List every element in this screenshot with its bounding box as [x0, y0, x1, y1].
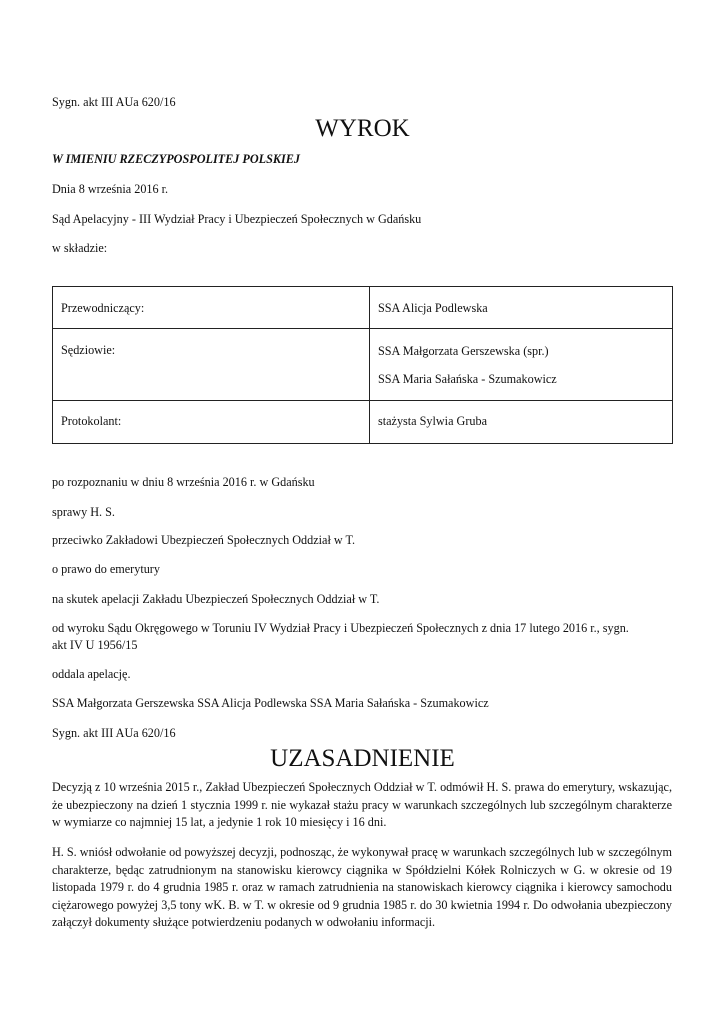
date-line: Dnia 8 września 2016 r. [52, 182, 169, 196]
appeal-from-line: akt IV U 1956/15 [52, 638, 138, 652]
judge-name: SSA Maria Sałańska - Szumakowicz [378, 372, 557, 386]
presiding-value: SSA Alicja Podlewska [370, 287, 673, 329]
body-line: o prawo do emerytury [52, 562, 160, 576]
judges-row [53, 329, 673, 401]
justification-title: UZASADNIENIE [270, 745, 455, 772]
composition-label: w składzie: [52, 241, 108, 255]
panel-table [52, 286, 673, 444]
judges-label: Sędziowie: [53, 329, 370, 401]
presiding-label: Przewodniczący: [53, 287, 370, 329]
body-line: po rozpoznaniu w dniu 8 września 2016 r. w Gdańsku [52, 475, 315, 489]
judge-name: SSA Małgorzata Gerszewska (spr.) [378, 344, 549, 358]
clerk-label: Protokolant: [53, 401, 370, 444]
judgment-subtitle: W IMIENIU RZECZYPOSPOLITEJ POLSKIEJ [52, 152, 300, 166]
body-line: sprawy H. S. [52, 505, 115, 519]
judgment-title: WYROK [315, 115, 410, 142]
case-signature: Sygn. akt III AUa 620/16 [52, 95, 176, 109]
appeal-from-line: od wyroku Sądu Okręgowego w Toruniu IV Wydział Pracy i Ubezpieczeń Społecznych z dnia 17 lutego 2016 r., sygn. [52, 621, 629, 635]
judges-values [370, 329, 673, 401]
judge-signatures: SSA Małgorzata Gerszewska SSA Alicja Podlewska SSA Maria Sałańska - Szumakowicz [52, 696, 489, 710]
justification-paragraph: H. S. wniósł odwołanie od powyższej decyzji, podnosząc, że wykonywał pracę w warunkach szczególnych lub w szczególnym charakterze, będąc zatrudnionym na stanowisku kierowcy ciągnika w Spółdzielni Kółek Rolniczych w G. w okresie od 19 listopada 1979 r. do 4 grudnia 1985 r. oraz w ramach zatrudnienia na stanowiskach kierowcy ciągnika i kierowcy samochodu ciężarowego powyżej 3,5 tony wK. B. w T. w okresie od 9 grudnia 1985 r. do 30 kwietnia 1994 r. Do odwołania ubezpieczony załączył dokumenty służące potwierdzeniu podanych w odwołaniu informacji. [52, 845, 673, 930]
court-line: Sąd Apelacyjny - III Wydział Pracy i Ubezpieczeń Społecznych w Gdańsku [52, 212, 422, 226]
clerk-row [53, 401, 673, 444]
clerk-value: stażysta Sylwia Gruba [370, 401, 673, 444]
justification-paragraph: Decyzją z 10 września 2015 r., Zakład Ubezpieczeń Społecznych Oddział w T. odmówił H. S. prawa do emerytury, wskazując, że ubezpieczony na dzień 1 stycznia 1999 r. nie wykazał stażu pracy w warunkach szczególnych lub szczególnym charakterze w wymiarze co najmniej 15 lat, a jedynie 1 rok 10 miesięcy i 16 dni. [52, 780, 672, 830]
case-signature-second: Sygn. akt III AUa 620/16 [52, 726, 176, 740]
body-line: przeciwko Zakładowi Ubezpieczeń Społecznych Oddział w T. [52, 533, 356, 547]
presiding-row [53, 287, 673, 329]
decision: oddala apelację. [52, 667, 131, 681]
body-line: na skutek apelacji Zakładu Ubezpieczeń Społecznych Oddział w T. [52, 592, 380, 606]
